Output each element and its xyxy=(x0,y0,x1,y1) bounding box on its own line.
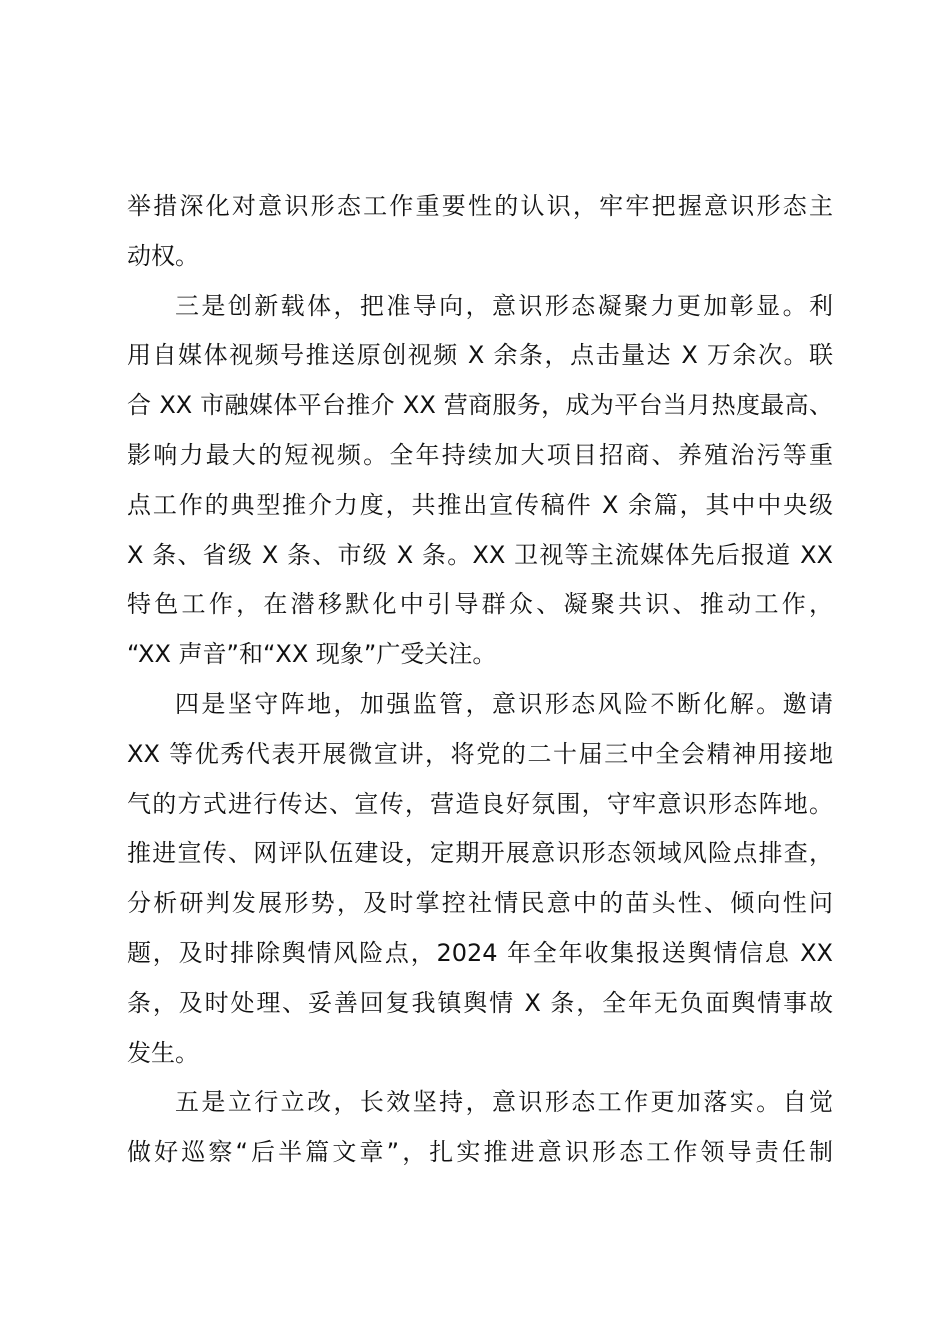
text-line: 举措深化对意识形态工作重要性的认识，牢牢把握意识形态主 xyxy=(127,192,833,220)
paragraph-four-start: 四是坚守阵地，加强监管，意识形态风险不断化解。邀请 xyxy=(175,689,833,718)
text-line: 分析研判发展形势，及时掌控社情民意中的苗头性、倾向性问 xyxy=(127,889,833,918)
text-line: 推进宣传、网评队伍建设，定期开展意识形态领域风险点排查， xyxy=(127,839,833,868)
text-line: 气的方式进行传达、宣传，营造良好氛围，守牢意识形态阵地。 xyxy=(127,789,833,818)
paragraph-three-start: 三是创新载体，把准导向，意识形态凝聚力更加彰显。利 xyxy=(175,291,833,320)
text-line: 影响力最大的短视频。全年持续加大项目招商、养殖治污等重 xyxy=(127,440,833,469)
text-line: 题，及时排除舆情风险点，2024 年全年收集报送舆情信息 XX xyxy=(127,938,833,967)
text-line: 发生。 xyxy=(127,1038,199,1067)
text-line: 点工作的典型推介力度，共推出宣传稿件 X 余篇，其中中央级 xyxy=(127,490,833,519)
paragraph-five-start: 五是立行立改，长效坚持，意识形态工作更加落实。自觉 xyxy=(175,1088,833,1117)
text-line: 条，及时处理、妥善回复我镇舆情 X 条，全年无负面舆情事故 xyxy=(127,988,833,1017)
text-line: “XX 声音”和“XX 现象”广受关注。 xyxy=(127,640,497,669)
text-line: 动权。 xyxy=(127,241,199,270)
text-line: 做好巡察“后半篇文章”，扎实推进意识形态工作领导责任制 xyxy=(127,1138,833,1167)
body-text xyxy=(127,182,833,1178)
text-line: XX 等优秀代表开展微宣讲，将党的二十届三中全会精神用接地 xyxy=(127,739,833,768)
text-line: 特色工作，在潜移默化中引导群众、凝聚共识、推动工作， xyxy=(127,590,833,619)
text-line: 用自媒体视频号推送原创视频 X 余条，点击量达 X 万余次。联 xyxy=(127,341,833,370)
text-line: 合 XX 市融媒体平台推介 XX 营商服务，成为平台当月热度最高、 xyxy=(127,391,833,420)
text-line: X 条、省级 X 条、市级 X 条。XX 卫视等主流媒体先后报道 XX xyxy=(127,540,833,569)
